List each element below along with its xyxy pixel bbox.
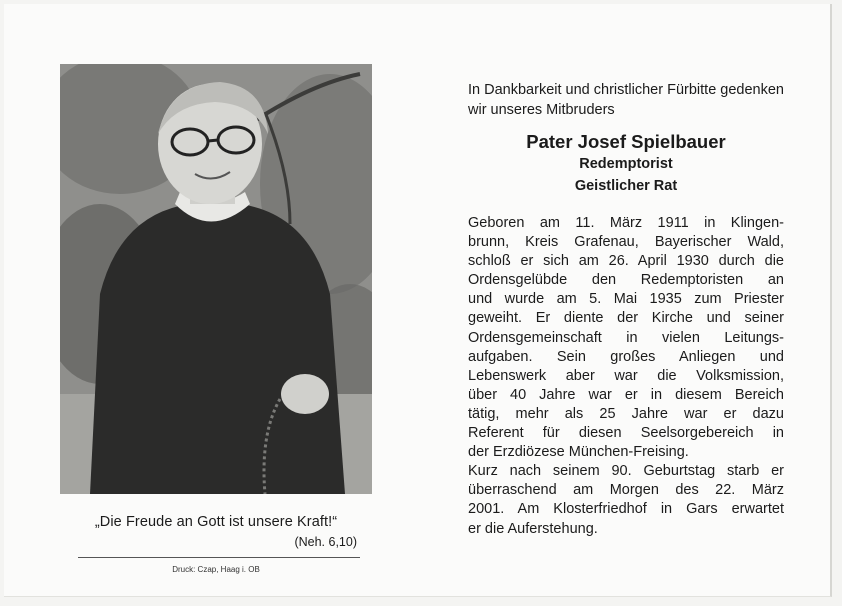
biography-line: Kurz nach seinem 90. Geburtstag starb er: [468, 463, 784, 480]
biography-line: Ordensgemeinschaft in vielen Leitungs-: [468, 329, 784, 346]
portrait-illustration: [60, 64, 372, 494]
biography-line: über 40 Jahre war er in diesem Bereich: [468, 386, 784, 403]
biography-line: er die Auferstehung.: [468, 520, 598, 537]
deceased-name: Pater Josef Spielbauer: [526, 131, 726, 152]
religious-order: Redemptorist: [579, 156, 673, 172]
intro-text: In Dankbarkeit und christlicher Fürbitte gedenken wir unseres Mitbruders: [468, 82, 784, 118]
biography-line: geweiht. Er diente der Kirche und seiner: [468, 310, 784, 327]
biography-line: Referent für diesen Seelsorgebereich in: [468, 425, 784, 442]
biography-line: brunn, Kreis Grafenau, Bayerischer Wald,: [468, 234, 784, 251]
memorial-card: [4, 4, 832, 597]
biography-line: Ordensgelübde den Redemptoristen an: [468, 272, 784, 289]
honorary-title: Geistlicher Rat: [574, 178, 678, 194]
divider-line: [78, 557, 360, 558]
biography-line: Lebenswerk aber war die Volksmission,: [468, 367, 784, 384]
quote: „Die Freude an Gott ist unsere Kraft!“: [94, 514, 338, 530]
biography-line: Geboren am 11. März 1911 in Klingen-: [468, 215, 784, 231]
printer-credit: Druck: Czap, Haag i. OB: [172, 565, 260, 574]
biography: [468, 214, 784, 539]
biography-line: schloß er sich am 26. April 1930 durch die: [468, 253, 784, 270]
biography-line: 2001. Am Klosterfriedhof in Gars erwartet: [468, 501, 784, 518]
biography-line: überraschend am Morgen des 22. März: [468, 482, 784, 499]
biography-line: der Erzdiözese München-Freising.: [468, 444, 689, 461]
quote-reference: (Neh. 6,10): [294, 535, 357, 549]
biography-line: und wurde am 5. Mai 1935 zum Priester: [468, 291, 784, 308]
biography-line: aufgaben. Sein großes Anliegen und: [468, 348, 784, 365]
biography-line: tätig, mehr als 25 Jahre war er dazu: [468, 405, 784, 422]
portrait-photo: [60, 64, 372, 494]
